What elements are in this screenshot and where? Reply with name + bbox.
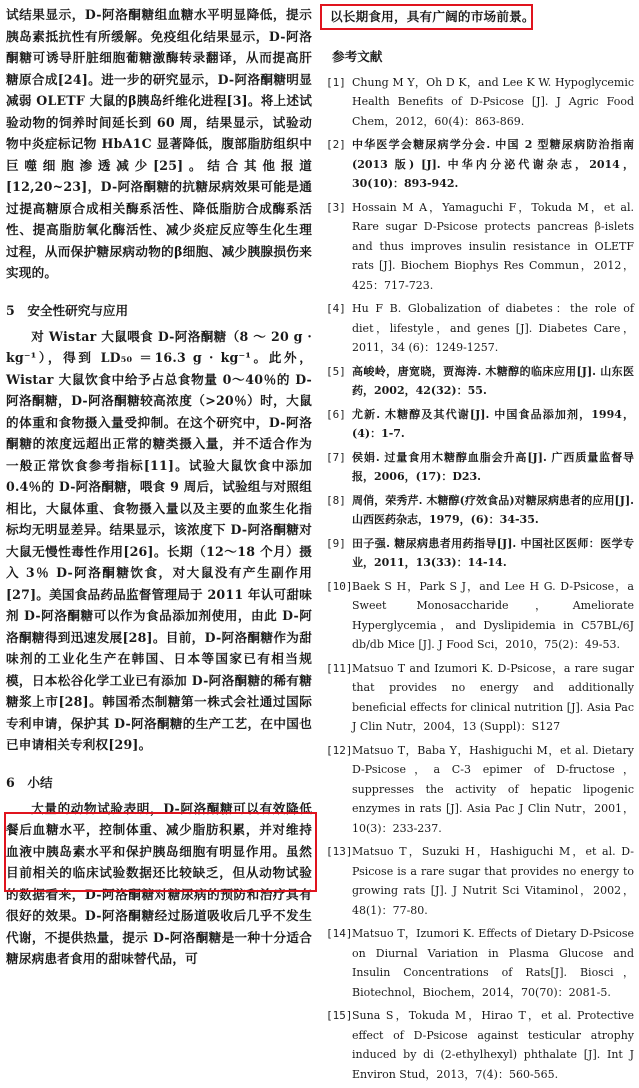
reference-item (326, 1006, 634, 1084)
reference-text: 中华医学会糖尿病学分会. 中国 2 型糖尿病防治指南 (2013 版) [J]. 中华内分泌代谢杂志，2014，30(10)：893-942. (352, 138, 634, 190)
reference-number: [8] (326, 493, 346, 507)
reference-number: [1] (326, 75, 346, 89)
reference-text: 侯娟. 过量食用木糖醇血脂会升高[J]. 广西质量监督导报，2006，(17)：D23. (352, 450, 634, 483)
highlight-box-right (320, 4, 533, 30)
reference-item (326, 842, 634, 920)
paragraph-continuation: 以长期食用，具有广阔的市场前景。 (330, 9, 535, 24)
reference-number: [14] (326, 927, 353, 940)
reference-number: [12] (326, 743, 353, 757)
references-list (326, 73, 634, 1085)
paragraph-antidiabetic-mechanism: 试结果显示，D-阿洛酮糖组血糖水平明显降低，提示胰岛素抵抗性有所缓解。免疫组化结果显示，D-阿洛酮糖可诱导肝脏细胞葡糖激酶转录翻译，从而提高肝糖原合成[24]。进一步的研究显示，D-阿洛酮糖明显减弱 OLETF 大鼠的β胰岛纤维化进程[3]。将上述试验动物的饲养时间延长到 60 周，结果显示，试验动物中炎症标记物 HbA1C 显著降低，腹部脂肪组织中巨噬细胞渗透减少[25]。结合其他报道[12,20~23]，D-阿洛酮糖的抗糖尿病效果可能是通过提高糖原合成相关酶系活性、降低脂肪合成酶系活性、提高脂肪氧化酶活性、减少炎症反应等生化生理过程，从而保护糖尿病动物的β细胞、减少胰腺损伤来实现的。 (6, 7, 312, 280)
reference-number: [3] (326, 200, 346, 214)
reference-item (326, 924, 634, 1002)
reference-item (326, 135, 634, 194)
reference-text: Matsuo T，Izumori K. Effects of Dietary D-Psicose on Diurnal Variation in Plasma Glucose and Insulin Concentrations of Rats[J]. Biosci，Biotechnol，Biochem，2014，70(70)：2081-5. (352, 927, 634, 999)
reference-item (326, 534, 634, 573)
reference-item (326, 198, 634, 296)
paragraph-safety-application: 对 Wistar 大鼠喂食 D-阿洛酮糖（8 ～ 20 g · kg⁻¹），得到 LD₅₀ ＝16.3 g · kg⁻¹。此外，Wistar 大鼠饮食中给予占总食物量 0～40％的 D-阿洛酮糖，D-阿洛酮糖较高浓度（>20％）时，大鼠的体重和食物摄入量受抑制。在这个研究中，D-阿洛酮糖的浓度远超出正常的糖类摄入量，并不适合作为一般正常饮食参考指标[11]。试验大鼠饮食中添加 0.4％的 D-阿洛酮糖，喂食 9 周后，试验组与对照组相比，大鼠体重、食物摄入量以及主要的血浆生化指标均无明显差异。结果显示，该浓度下 D-阿洛酮糖对大鼠无慢性毒性作用[26]。长期（12～18 个月）摄入 3％ D-阿洛酮糖饮食，对大鼠没有产生副作用[27]。美国食品药品监督管理局于 2011 年认可甜味剂 D-阿洛酮糖可以作为食品添加剂使用，由此 D-阿洛酮糖得到迅速发展[28]。目前，D-阿洛酮糖作为甜味剂的工业化生产在韩国、日本等国家已有相当规模，日本松谷化学工业已有添加 D-阿洛酮糖的稀有糖糖浆上市[28]。韩国希杰制糖第一株式会社通过国际专利申请，保护其 D-阿洛酮糖的生产工艺，在中国也已申请相关专利权[29]。 (6, 328, 312, 752)
reference-item (326, 299, 634, 358)
reference-text: 周俏，荣秀芹. 木糖醇(疗效食品)对糖尿病患者的应用[J]. 山西医药杂志，1979，(6)：34-35. (352, 493, 634, 526)
reference-text: Matsuo T and Izumori K. D-Psicose，a rare sugar that provides no energy and additionally beneficial effects for clinical nutrition [J]. Asia Pac J Clin Nutr，2004，13 (Suppl)：S127 (352, 661, 634, 733)
section-heading-safety: 5 安全性研究与应用 (6, 302, 129, 318)
reference-text: 尤新. 木糖醇及其代谢[J]. 中国食品添加剂，1994，(4)：1-7. (352, 407, 634, 440)
reference-number: [10] (326, 579, 353, 593)
reference-text: Matsuo T，Baba Y，Hashiguchi M，et al. Dietary D-Psicose，a C-3 epimer of D-fructose，suppresses the activity of hepatic lipogenic enzymes in rats [J]. Asia Pac J Clin Nutr，2001，10(3)：233-237. (352, 743, 634, 835)
reference-item (326, 73, 634, 132)
reference-text: Suna S，Tokuda M，Hirao T，et al. Protective effect of D-Psicose against testicular atrophy induced by di (2-ethylhexyl) phthalate [J]. Int J Environ Stud，2013，7(4)：560-565. (352, 1009, 634, 1081)
reference-item (326, 741, 634, 839)
reference-number: [7] (326, 450, 346, 464)
reference-item (326, 491, 634, 530)
reference-number: [9] (326, 536, 346, 550)
reference-text: Hu F B. Globalization of diabetes：the role of diet，lifestyle，and genes [J]. Diabetes Care，2011，34 (6)：1249-1257. (352, 302, 634, 354)
section-heading-summary: 6 小结 (6, 774, 53, 790)
reference-text: 田子强. 糖尿病患者用药指导[J]. 中国社区医师：医学专业，2011，13(33)：14-14. (352, 536, 634, 569)
reference-item (326, 405, 634, 444)
reference-item (326, 448, 634, 487)
highlight-box-left (4, 812, 317, 892)
reference-text: Baek S H，Park S J，and Lee H G. D-Psicose，a Sweet Monosaccharide，Ameliorate Hyperglycemia，and Dyslipidemia in C57BL/6J db/db Mice [J]. J Food Sci，2010，75(2)：49-53. (352, 579, 634, 651)
reference-item (326, 577, 634, 655)
reference-item (326, 659, 634, 737)
right-column (326, 0, 634, 1088)
reference-number: [2] (326, 138, 346, 151)
reference-number: [11] (326, 661, 353, 675)
reference-number: [4] (326, 302, 346, 315)
paragraph-summary: 大量的动物试验表明，D-阿洛酮糖可以有效降低餐后血糖水平，控制体重、减少脂肪积累，并对维持血液中胰岛素水平和保护胰岛细胞有明显作用。虽然目前相关的临床试验数据还比较缺乏，但从动物试验的数据看来，D-阿洛酮糖对糖尿病的预防和治疗具有很好的效果。D-阿洛酮糖经过肠道吸收后几乎不发生代谢，不提供热量，提示 D-阿洛酮糖是一种十分适合糖尿病患者食用的甜味替代品，可 (6, 800, 312, 966)
reference-number: [6] (326, 407, 346, 421)
references-heading: 参考文献 (332, 48, 383, 64)
reference-text: Hossain M A，Yamaguchi F，Tokuda M，et al. Rare sugar D-Psicose protects pancreas β-islets and thus improves insulin resistance in OLETF rats [J]. Biochem Biophys Res Commun，2012，425：717-723. (352, 200, 634, 292)
reference-number: [5] (326, 364, 346, 378)
reference-number: [15] (326, 1009, 353, 1022)
reference-text: Chung M Y，Oh D K，and Lee K W. Hypoglycemic Health Benefits of D-Psicose [J]. J Agric Food Chem，2012，60(4)：863-869. (352, 75, 634, 128)
reference-text: Matsuo T，Suzuki H，Hashiguchi M，et al. D-Psicose is a rare sugar that provides no energy to growing rats [J]. J Nutrit Sci Vitaminol，2002，48(1)：77-80. (352, 845, 634, 917)
reference-item (326, 362, 634, 401)
reference-number: [13] (326, 845, 353, 858)
reference-text: 高峻岭，唐宽晓，贾海涛. 木糖醇的临床应用[J]. 山东医药，2002，42(32)：55. (352, 364, 634, 397)
